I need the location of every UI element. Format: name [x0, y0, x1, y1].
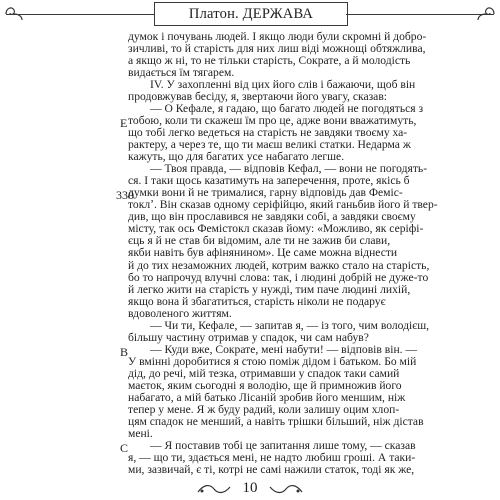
corner-ornament-icon: [476, 4, 496, 24]
text-line: ся. І таки щось казатимуть на заперечення, проте, якісь б: [128, 174, 410, 188]
text-line: цям спадок не менший, а навіть трішки більший, ніж дістав: [128, 414, 424, 428]
text-line: думки вони й не трималися, гарну відповідь дав Феміс-: [128, 186, 403, 200]
text-line: й до тих незаможних людей, котрим важко стало на старість,: [128, 258, 430, 272]
text-line: я, — що ти, здається мені, не надто любиш гроші. А таки-: [128, 450, 416, 464]
text-line: зичливі, то й старість для них лиш віді можнощі обтяжлива,: [128, 42, 426, 56]
text-line: — О Кефале, я гадаю, що багато людей не погодяться з: [150, 102, 424, 116]
text-line: — Чи ти, Кефале, — запитав я, — із того, чим володієш,: [150, 318, 430, 332]
text-line: маєток, яким сьогодні я володію, ще й примножив його: [128, 378, 402, 392]
text-line: ми, зазвичай, є ті, котрі не самі нажили статок, тоді як же,: [128, 462, 415, 476]
margin-note: B: [120, 344, 129, 359]
text-line: тепер у мене. Я ж буду радий, коли залишу оцим хлоп-: [128, 402, 400, 416]
text-line: бо то напрочуд влучні слова: так, і людині добрій не дуже-то: [128, 270, 429, 284]
text-line: IV. У захопленні від цих його слів і бажаючи, щоб він: [150, 78, 416, 92]
header-rule-right: [346, 14, 494, 15]
text-line: єць я й не став би відомим, але ти не зажив би слави,: [128, 234, 391, 248]
text-line: кажуть, що для багатих усе набагато легше.: [128, 150, 345, 164]
text-line: й легко жити на старість у нужді, тим паче людині лихій,: [128, 282, 411, 296]
text-line: — Я поставив тобі це запитання лише тому, — сказав: [150, 438, 416, 452]
text-line: див, що він прославився не завдяки собі, а завдяки своєму: [128, 210, 416, 224]
text-line: більшу частину отримав у спадок, чи сам набув?: [128, 330, 369, 344]
text-line: мені.: [128, 426, 153, 440]
text-line: тобою, коли ти скажеш їм про це, адже вони вважатимуть,: [128, 114, 417, 128]
text-line: що тобі легко ведеться на старість не завдяки твоєму ха-: [128, 126, 408, 140]
text-line: а якщо ж ні, то не тільки старість, Сократе, а й молодість: [128, 54, 411, 68]
text-line: дід, до речі, мій тезка, отримавши у спадок таки самий: [128, 366, 400, 380]
page-header: [0, 0, 500, 28]
margin-note: E: [120, 116, 128, 131]
text-line: набагато, а мій батько Лісаній зробив його меншим, ніж: [128, 390, 406, 404]
header-rule-left: [6, 14, 154, 15]
text-line: рактеру, а через те, що ти маєш великі статки. Недарма ж: [128, 138, 411, 152]
footer-swirl-icon: [196, 482, 232, 496]
page-number: 10: [242, 480, 258, 496]
text-line: токлʼ. Він сказав одному серіфійцю, який ганьбив його й твер-: [128, 198, 438, 212]
margin-note: C: [120, 440, 129, 455]
text-line: думок і почувань людей. І якщо люди були скромні й добро-: [128, 30, 427, 43]
footer-swirl-icon: [268, 482, 304, 496]
text-line: У вмінні доробитися я стою поміж дідом і батьком. Бо мій: [128, 354, 417, 368]
text-line: місту, так ось Фемістокл сказав йому: «Можливо, як серіфі-: [128, 222, 424, 236]
text-line: якщо вона й збагатиться, старість ніколи не подарує: [128, 294, 386, 308]
page-footer: [0, 478, 500, 500]
text-line: — Твоя правда, — відповів Кефал, — вони не погодять-: [150, 162, 428, 176]
running-title: Платон. ДЕРЖАВА: [154, 2, 348, 26]
text-line: вдоволеного життям.: [128, 306, 232, 320]
margin-note: 330: [116, 188, 134, 203]
text-line: видається їм тягарем.: [128, 66, 235, 80]
text-line: продовжував бесіду, я, звертаючи його увагу, сказав:: [128, 90, 388, 104]
text-line: — Куди вже, Сократе, мені набути! — відповів він. —: [150, 342, 418, 356]
text-line: якби навіть був афінянином». Це саме можна віднести: [128, 246, 398, 260]
